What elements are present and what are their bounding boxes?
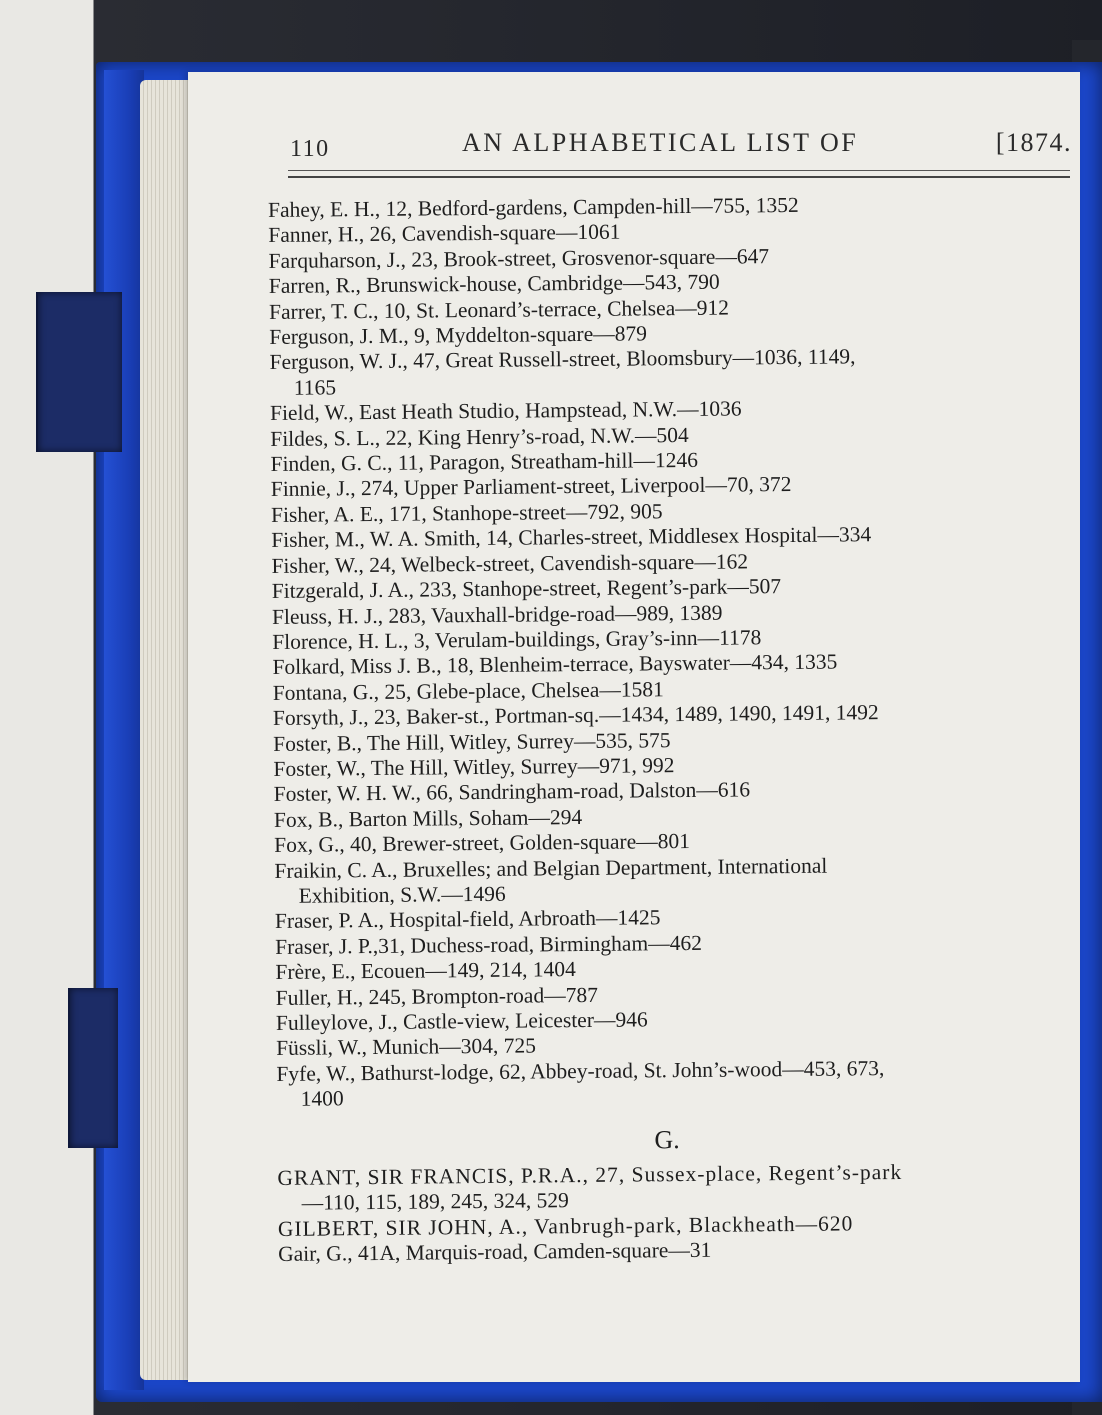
list-item: Frère, E., Ecouen—149, 214, 1404 [275,957,576,985]
running-header [286,128,1072,168]
list-item: Ferguson, W. J., 47, Great Russell-street, Bloomsbury—1036, 1149, [269,344,856,375]
list-item: Fox, G., 40, Brewer-street, Golden-square—801 [274,829,691,858]
header-year: [1874. [995,128,1072,157]
book-spine [104,70,144,1390]
list-item: Fahey, E. H., 12, Bedford-gardens, Campden-hill—755, 1352 [268,192,799,222]
header-rule-thick [288,176,1070,178]
list-item: GILBERT, SIR JOHN, A., Vanbrugh-park, Blackheath—620 [277,1211,854,1241]
list-item-continuation: 1165 [293,375,337,400]
list-item: Gair, G., 41A, Marquis-road, Camden-square—31 [278,1238,712,1267]
list-item: Fildes, S. L., 22, King Henry’s-road, N.W.—504 [270,422,689,451]
list-item: Farquharson, J., 23, Brook-street, Grosvenor-square—647 [268,244,770,273]
header-rule-thin [288,170,1070,171]
list-item: Fleuss, H. J., 283, Vauxhall-bridge-road—989, 1389 [271,600,723,629]
list-item: Forsyth, J., 23, Baker-st., Portman-sq.—1434, 1489, 1490, 1491, 1492 [272,700,879,731]
list-item: Füssli, W., Munich—304, 725 [276,1033,537,1061]
list-item: Fanner, H., 26, Cavendish-square—1061 [268,220,621,248]
list-item: Fraikin, C. A., Bruxelles; and Belgian Department, International [274,853,828,883]
list-item: Fitzgerald, J. A., 233, Stanhope-street, Regent’s-park—507 [271,574,782,604]
list-item: Fox, B., Barton Mills, Soham—294 [273,804,583,832]
list-item: Fisher, W., 24, Welbeck-street, Cavendish-square—162 [271,549,749,578]
list-item: Foster, W., The Hill, Witley, Surrey—971, 992 [273,753,675,781]
list-item-continuation: —110, 115, 189, 245, 324, 529 [301,1188,569,1216]
list-item: Finden, G. C., 11, Paragon, Streatham-hill—1246 [270,447,699,477]
list-item: Fisher, M., W. A. Smith, 14, Charles-street, Middlesex Hospital—334 [271,522,872,553]
list-item: Folkard, Miss J. B., 18, Blenheim-terrace, Bayswater—434, 1335 [272,649,838,680]
ribbon-marker-upper [36,292,122,452]
section-heading-g: G. [654,1124,680,1154]
list-item: Florence, H. L., 3, Verulam-buildings, Gray’s-inn—1178 [272,625,762,654]
list-item: Field, W., East Heath Studio, Hampstead, N.W.—1036 [269,396,742,426]
entry-list [268,190,1078,1267]
list-item: Farren, R., Brunswick-house, Cambridge—543, 790 [268,269,720,299]
list-item: Fraser, P. A., Hospital-field, Arbroath—1425 [274,905,661,934]
list-item: Fuller, H., 245, Brompton-road—787 [275,982,598,1010]
list-item: Ferguson, J. M., 9, Myddelton-square—879 [269,321,648,350]
list-item-continuation: Exhibition, S.W.—1496 [298,881,506,908]
page-number: 110 [290,136,330,162]
list-item: Fulleylove, J., Castle-view, Leicester—946 [275,1007,648,1035]
list-item: Fraser, J. P.,31, Duchess-road, Birmingham—462 [275,930,703,959]
list-item: Foster, W. H. W., 66, Sandringham-road, Dalston—616 [273,777,751,807]
list-item-continuation: 1400 [300,1086,344,1111]
list-item: Finnie, J., 274, Upper Parliament-street, Liverpool—70, 372 [270,472,792,502]
list-item: GRANT, SIR FRANCIS, P.R.A., 27, Sussex-place, Regent’s-park [277,1159,903,1190]
list-item: Fisher, A. E., 171, Stanhope-street—792, 905 [270,499,663,527]
ribbon-marker-lower [68,988,118,1148]
list-item: Farrer, T. C., 10, St. Leonard’s-terrace, Chelsea—912 [268,295,730,324]
list-item: Fyfe, W., Bathurst-lodge, 62, Abbey-road, St. John’s-wood—453, 673, [276,1055,885,1086]
list-item: Fontana, G., 25, Glebe-place, Chelsea—1581 [272,676,664,705]
list-item: Foster, B., The Hill, Witley, Surrey—535, 575 [273,727,671,756]
page-title: AN ALPHABETICAL LIST OF [462,128,859,157]
